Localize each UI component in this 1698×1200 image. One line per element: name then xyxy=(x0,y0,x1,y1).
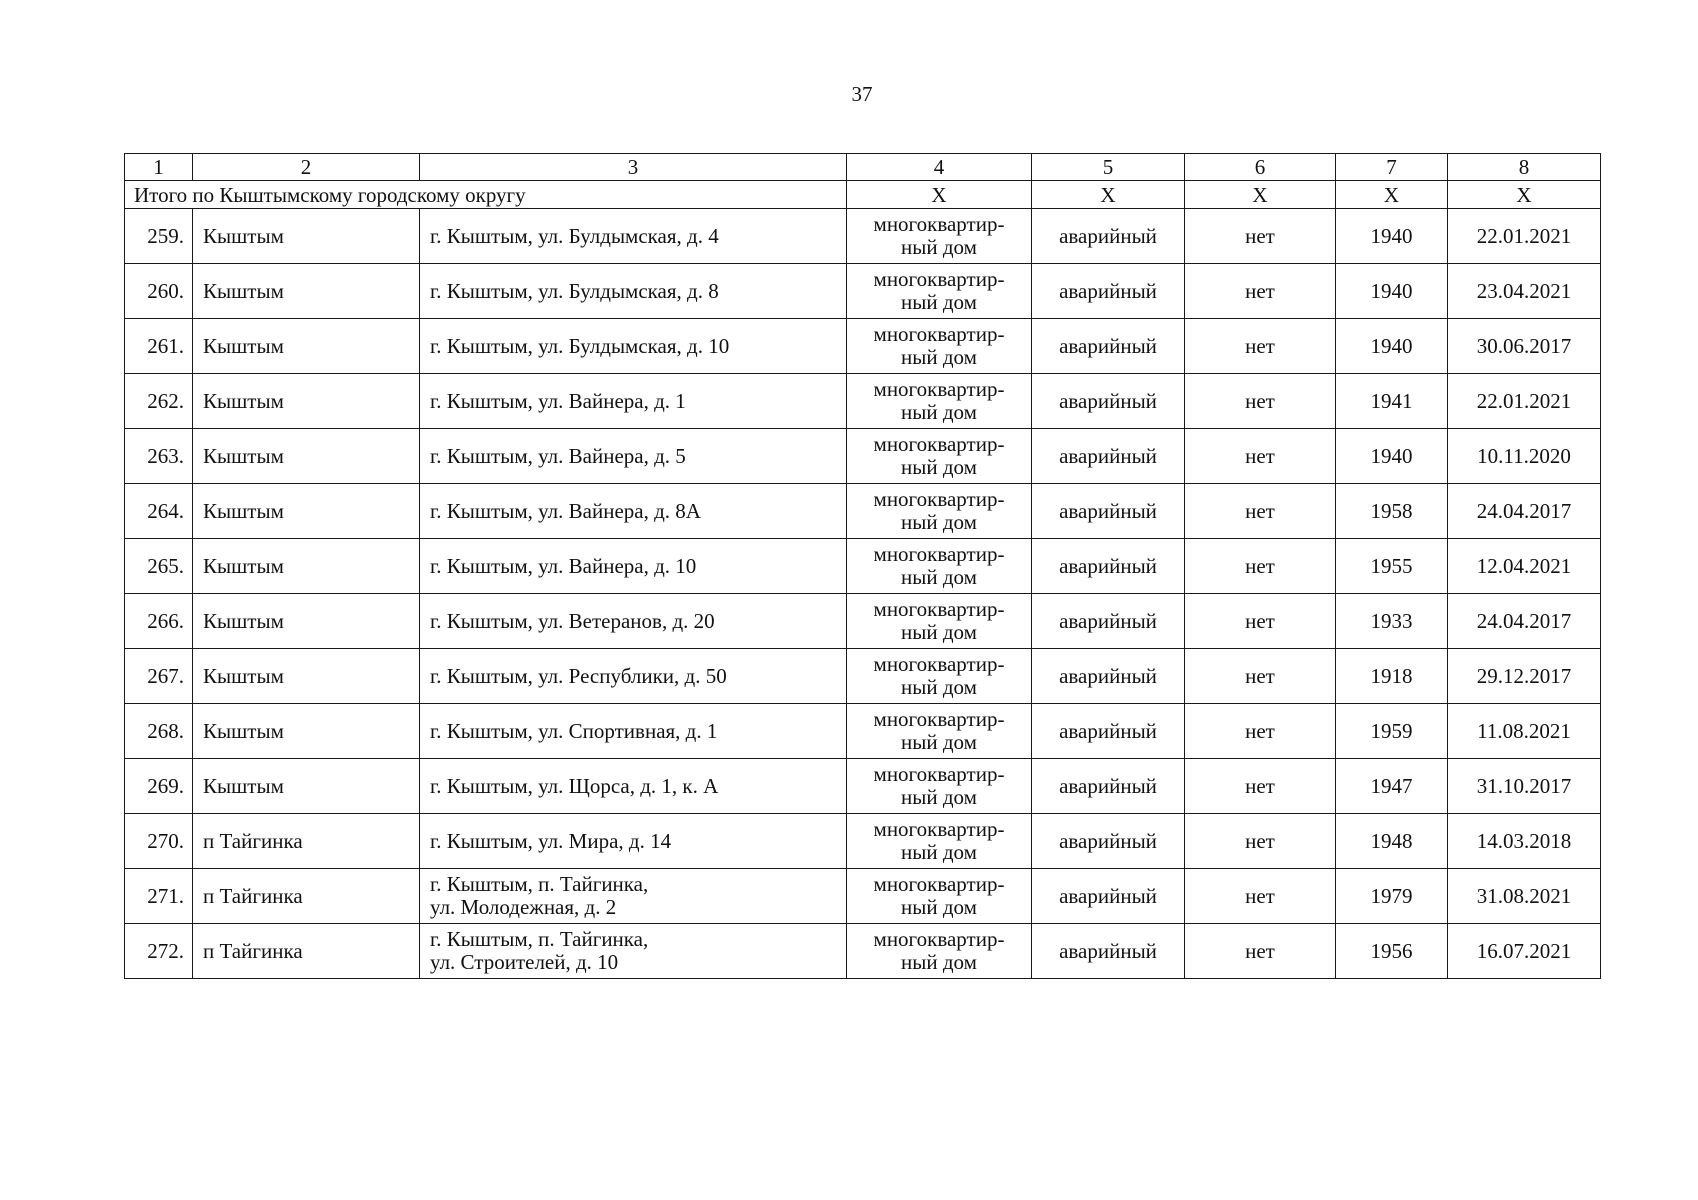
building-type-line: ный дом xyxy=(901,565,977,589)
condition-cell: аварийный xyxy=(1032,209,1185,264)
locality-cell: Кыштым xyxy=(193,704,420,759)
address-cell xyxy=(420,484,847,539)
table-row xyxy=(125,814,1601,869)
year-cell: 1959 xyxy=(1336,704,1448,759)
address-line: г. Кыштым, ул. Вайнера, д. 8А xyxy=(430,498,701,523)
building-type-cell xyxy=(847,209,1032,264)
row-number: 264. xyxy=(125,484,193,539)
table-row xyxy=(125,704,1601,759)
year-cell: 1948 xyxy=(1336,814,1448,869)
address-line: г. Кыштым, п. Тайгинка, xyxy=(430,872,649,896)
row-number: 272. xyxy=(125,924,193,979)
address-line: г. Кыштым, ул. Щорса, д. 1, к. А xyxy=(430,773,719,798)
date-cell: 11.08.2021 xyxy=(1448,704,1601,759)
date-cell: 22.01.2021 xyxy=(1448,209,1601,264)
row-number: 271. xyxy=(125,869,193,924)
total-row xyxy=(125,181,1601,209)
building-type-line: ный дом xyxy=(901,235,977,259)
address-line: г. Кыштым, ул. Мира, д. 14 xyxy=(430,828,672,853)
address-cell xyxy=(420,539,847,594)
building-type-line: многоквартир- xyxy=(873,432,1005,456)
building-type-cell xyxy=(847,539,1032,594)
column-number: 3 xyxy=(420,154,847,181)
column-number: 8 xyxy=(1448,154,1601,181)
locality-cell: Кыштым xyxy=(193,484,420,539)
date-cell: 12.04.2021 xyxy=(1448,539,1601,594)
address-cell xyxy=(420,594,847,649)
condition-cell: аварийный xyxy=(1032,429,1185,484)
flag-cell: нет xyxy=(1185,319,1336,374)
building-type-line: ный дом xyxy=(901,785,977,809)
date-cell: 10.11.2020 xyxy=(1448,429,1601,484)
flag-cell: нет xyxy=(1185,264,1336,319)
address-line: ул. Строителей, д. 10 xyxy=(430,950,619,974)
building-type-line: ный дом xyxy=(901,345,977,369)
building-type-line: ный дом xyxy=(901,290,977,314)
building-type-line: многоквартир- xyxy=(873,707,1005,731)
address-line: г. Кыштым, ул. Вайнера, д. 10 xyxy=(430,553,697,578)
flag-cell: нет xyxy=(1185,594,1336,649)
row-number: 263. xyxy=(125,429,193,484)
table-row xyxy=(125,374,1601,429)
building-type-line: многоквартир- xyxy=(873,817,1005,841)
total-mark: X xyxy=(1448,181,1601,209)
housing-registry-table xyxy=(124,153,1601,979)
building-type-cell xyxy=(847,429,1032,484)
row-number: 269. xyxy=(125,759,193,814)
column-number: 1 xyxy=(125,154,193,181)
year-cell: 1940 xyxy=(1336,264,1448,319)
condition-cell: аварийный xyxy=(1032,814,1185,869)
row-number: 261. xyxy=(125,319,193,374)
year-cell: 1940 xyxy=(1336,319,1448,374)
building-type-cell xyxy=(847,374,1032,429)
year-cell: 1940 xyxy=(1336,209,1448,264)
table-row xyxy=(125,759,1601,814)
locality-cell: Кыштым xyxy=(193,594,420,649)
year-cell: 1933 xyxy=(1336,594,1448,649)
flag-cell: нет xyxy=(1185,814,1336,869)
total-mark: X xyxy=(1185,181,1336,209)
row-number: 259. xyxy=(125,209,193,264)
condition-cell: аварийный xyxy=(1032,374,1185,429)
address-cell xyxy=(420,209,847,264)
locality-cell: Кыштым xyxy=(193,264,420,319)
locality-cell: п Тайгинка xyxy=(193,869,420,924)
year-cell: 1918 xyxy=(1336,649,1448,704)
column-number: 6 xyxy=(1185,154,1336,181)
building-type-line: многоквартир- xyxy=(873,872,1005,896)
locality-cell: Кыштым xyxy=(193,319,420,374)
condition-cell: аварийный xyxy=(1032,594,1185,649)
year-cell: 1955 xyxy=(1336,539,1448,594)
flag-cell: нет xyxy=(1185,484,1336,539)
table-row xyxy=(125,429,1601,484)
building-type-line: ный дом xyxy=(901,620,977,644)
locality-cell: Кыштым xyxy=(193,539,420,594)
flag-cell: нет xyxy=(1185,209,1336,264)
building-type-cell xyxy=(847,924,1032,979)
row-number: 262. xyxy=(125,374,193,429)
address-line: г. Кыштым, ул. Ветеранов, д. 20 xyxy=(430,608,715,633)
date-cell: 24.04.2017 xyxy=(1448,484,1601,539)
flag-cell: нет xyxy=(1185,869,1336,924)
address-line: г. Кыштым, ул. Булдымская, д. 4 xyxy=(430,223,719,248)
locality-cell: п Тайгинка xyxy=(193,814,420,869)
condition-cell: аварийный xyxy=(1032,319,1185,374)
year-cell: 1941 xyxy=(1336,374,1448,429)
condition-cell: аварийный xyxy=(1032,539,1185,594)
year-cell: 1947 xyxy=(1336,759,1448,814)
row-number: 266. xyxy=(125,594,193,649)
address-line: г. Кыштым, ул. Республики, д. 50 xyxy=(430,663,727,688)
table-row xyxy=(125,209,1601,264)
building-type-line: многоквартир- xyxy=(873,267,1005,291)
address-cell xyxy=(420,264,847,319)
year-cell: 1940 xyxy=(1336,429,1448,484)
row-number: 267. xyxy=(125,649,193,704)
building-type-line: многоквартир- xyxy=(873,927,1005,951)
table-row xyxy=(125,924,1601,979)
address-cell xyxy=(420,704,847,759)
address-line: г. Кыштым, ул. Вайнера, д. 1 xyxy=(430,388,686,413)
building-type-cell xyxy=(847,704,1032,759)
building-type-line: ный дом xyxy=(901,895,977,919)
building-type-line: ный дом xyxy=(901,840,977,864)
building-type-line: многоквартир- xyxy=(873,762,1005,786)
address-line: г. Кыштым, п. Тайгинка, xyxy=(430,927,649,951)
column-number: 7 xyxy=(1336,154,1448,181)
row-number: 268. xyxy=(125,704,193,759)
address-cell xyxy=(420,319,847,374)
building-type-line: многоквартир- xyxy=(873,542,1005,566)
building-type-cell xyxy=(847,814,1032,869)
row-number: 265. xyxy=(125,539,193,594)
table-row xyxy=(125,319,1601,374)
building-type-cell xyxy=(847,264,1032,319)
building-type-line: ный дом xyxy=(901,730,977,754)
table-row xyxy=(125,869,1601,924)
total-label: Итого по Кыштымскому городскому округу xyxy=(125,181,847,209)
locality-cell: Кыштым xyxy=(193,209,420,264)
date-cell: 14.03.2018 xyxy=(1448,814,1601,869)
building-type-line: ный дом xyxy=(901,675,977,699)
locality-cell: Кыштым xyxy=(193,429,420,484)
date-cell: 30.06.2017 xyxy=(1448,319,1601,374)
address-cell xyxy=(420,924,847,979)
condition-cell: аварийный xyxy=(1032,704,1185,759)
locality-cell: Кыштым xyxy=(193,649,420,704)
page-number: 37 xyxy=(851,82,873,106)
date-cell: 16.07.2021 xyxy=(1448,924,1601,979)
address-line: ул. Молодежная, д. 2 xyxy=(430,895,617,919)
building-type-line: многоквартир- xyxy=(873,597,1005,621)
table-row xyxy=(125,649,1601,704)
row-number: 260. xyxy=(125,264,193,319)
building-type-cell xyxy=(847,649,1032,704)
address-line: г. Кыштым, ул. Вайнера, д. 5 xyxy=(430,443,686,468)
date-cell: 22.01.2021 xyxy=(1448,374,1601,429)
building-type-cell xyxy=(847,594,1032,649)
flag-cell: нет xyxy=(1185,429,1336,484)
condition-cell: аварийный xyxy=(1032,759,1185,814)
building-type-line: ный дом xyxy=(901,510,977,534)
column-number: 5 xyxy=(1032,154,1185,181)
condition-cell: аварийный xyxy=(1032,869,1185,924)
address-line: г. Кыштым, ул. Булдымская, д. 10 xyxy=(430,333,730,358)
address-cell xyxy=(420,759,847,814)
date-cell: 29.12.2017 xyxy=(1448,649,1601,704)
locality-cell: п Тайгинка xyxy=(193,924,420,979)
building-type-line: многоквартир- xyxy=(873,377,1005,401)
building-type-line: многоквартир- xyxy=(873,212,1005,236)
building-type-line: многоквартир- xyxy=(873,652,1005,676)
condition-cell: аварийный xyxy=(1032,649,1185,704)
address-cell xyxy=(420,814,847,869)
building-type-line: ный дом xyxy=(901,950,977,974)
flag-cell: нет xyxy=(1185,649,1336,704)
date-cell: 31.08.2021 xyxy=(1448,869,1601,924)
address-cell xyxy=(420,374,847,429)
flag-cell: нет xyxy=(1185,704,1336,759)
address-cell xyxy=(420,649,847,704)
flag-cell: нет xyxy=(1185,759,1336,814)
column-number: 2 xyxy=(193,154,420,181)
building-type-cell xyxy=(847,869,1032,924)
date-cell: 31.10.2017 xyxy=(1448,759,1601,814)
date-cell: 24.04.2017 xyxy=(1448,594,1601,649)
date-cell: 23.04.2021 xyxy=(1448,264,1601,319)
locality-cell: Кыштым xyxy=(193,759,420,814)
locality-cell: Кыштым xyxy=(193,374,420,429)
table-row xyxy=(125,484,1601,539)
table-row xyxy=(125,594,1601,649)
building-type-cell xyxy=(847,759,1032,814)
building-type-line: ный дом xyxy=(901,400,977,424)
building-type-line: ный дом xyxy=(901,455,977,479)
total-mark: X xyxy=(847,181,1032,209)
row-number: 270. xyxy=(125,814,193,869)
building-type-line: многоквартир- xyxy=(873,322,1005,346)
building-type-cell xyxy=(847,319,1032,374)
table-row xyxy=(125,264,1601,319)
address-line: г. Кыштым, ул. Булдымская, д. 8 xyxy=(430,278,719,303)
flag-cell: нет xyxy=(1185,539,1336,594)
table-body xyxy=(125,154,1601,979)
building-type-cell xyxy=(847,484,1032,539)
total-mark: X xyxy=(1336,181,1448,209)
column-number: 4 xyxy=(847,154,1032,181)
year-cell: 1979 xyxy=(1336,869,1448,924)
address-cell xyxy=(420,429,847,484)
total-mark: X xyxy=(1032,181,1185,209)
condition-cell: аварийный xyxy=(1032,264,1185,319)
condition-cell: аварийный xyxy=(1032,924,1185,979)
address-line: г. Кыштым, ул. Спортивная, д. 1 xyxy=(430,718,718,743)
building-type-line: многоквартир- xyxy=(873,487,1005,511)
address-cell xyxy=(420,869,847,924)
flag-cell: нет xyxy=(1185,924,1336,979)
table-row xyxy=(125,539,1601,594)
condition-cell: аварийный xyxy=(1032,484,1185,539)
year-cell: 1958 xyxy=(1336,484,1448,539)
year-cell: 1956 xyxy=(1336,924,1448,979)
column-number-row xyxy=(125,154,1601,181)
flag-cell: нет xyxy=(1185,374,1336,429)
